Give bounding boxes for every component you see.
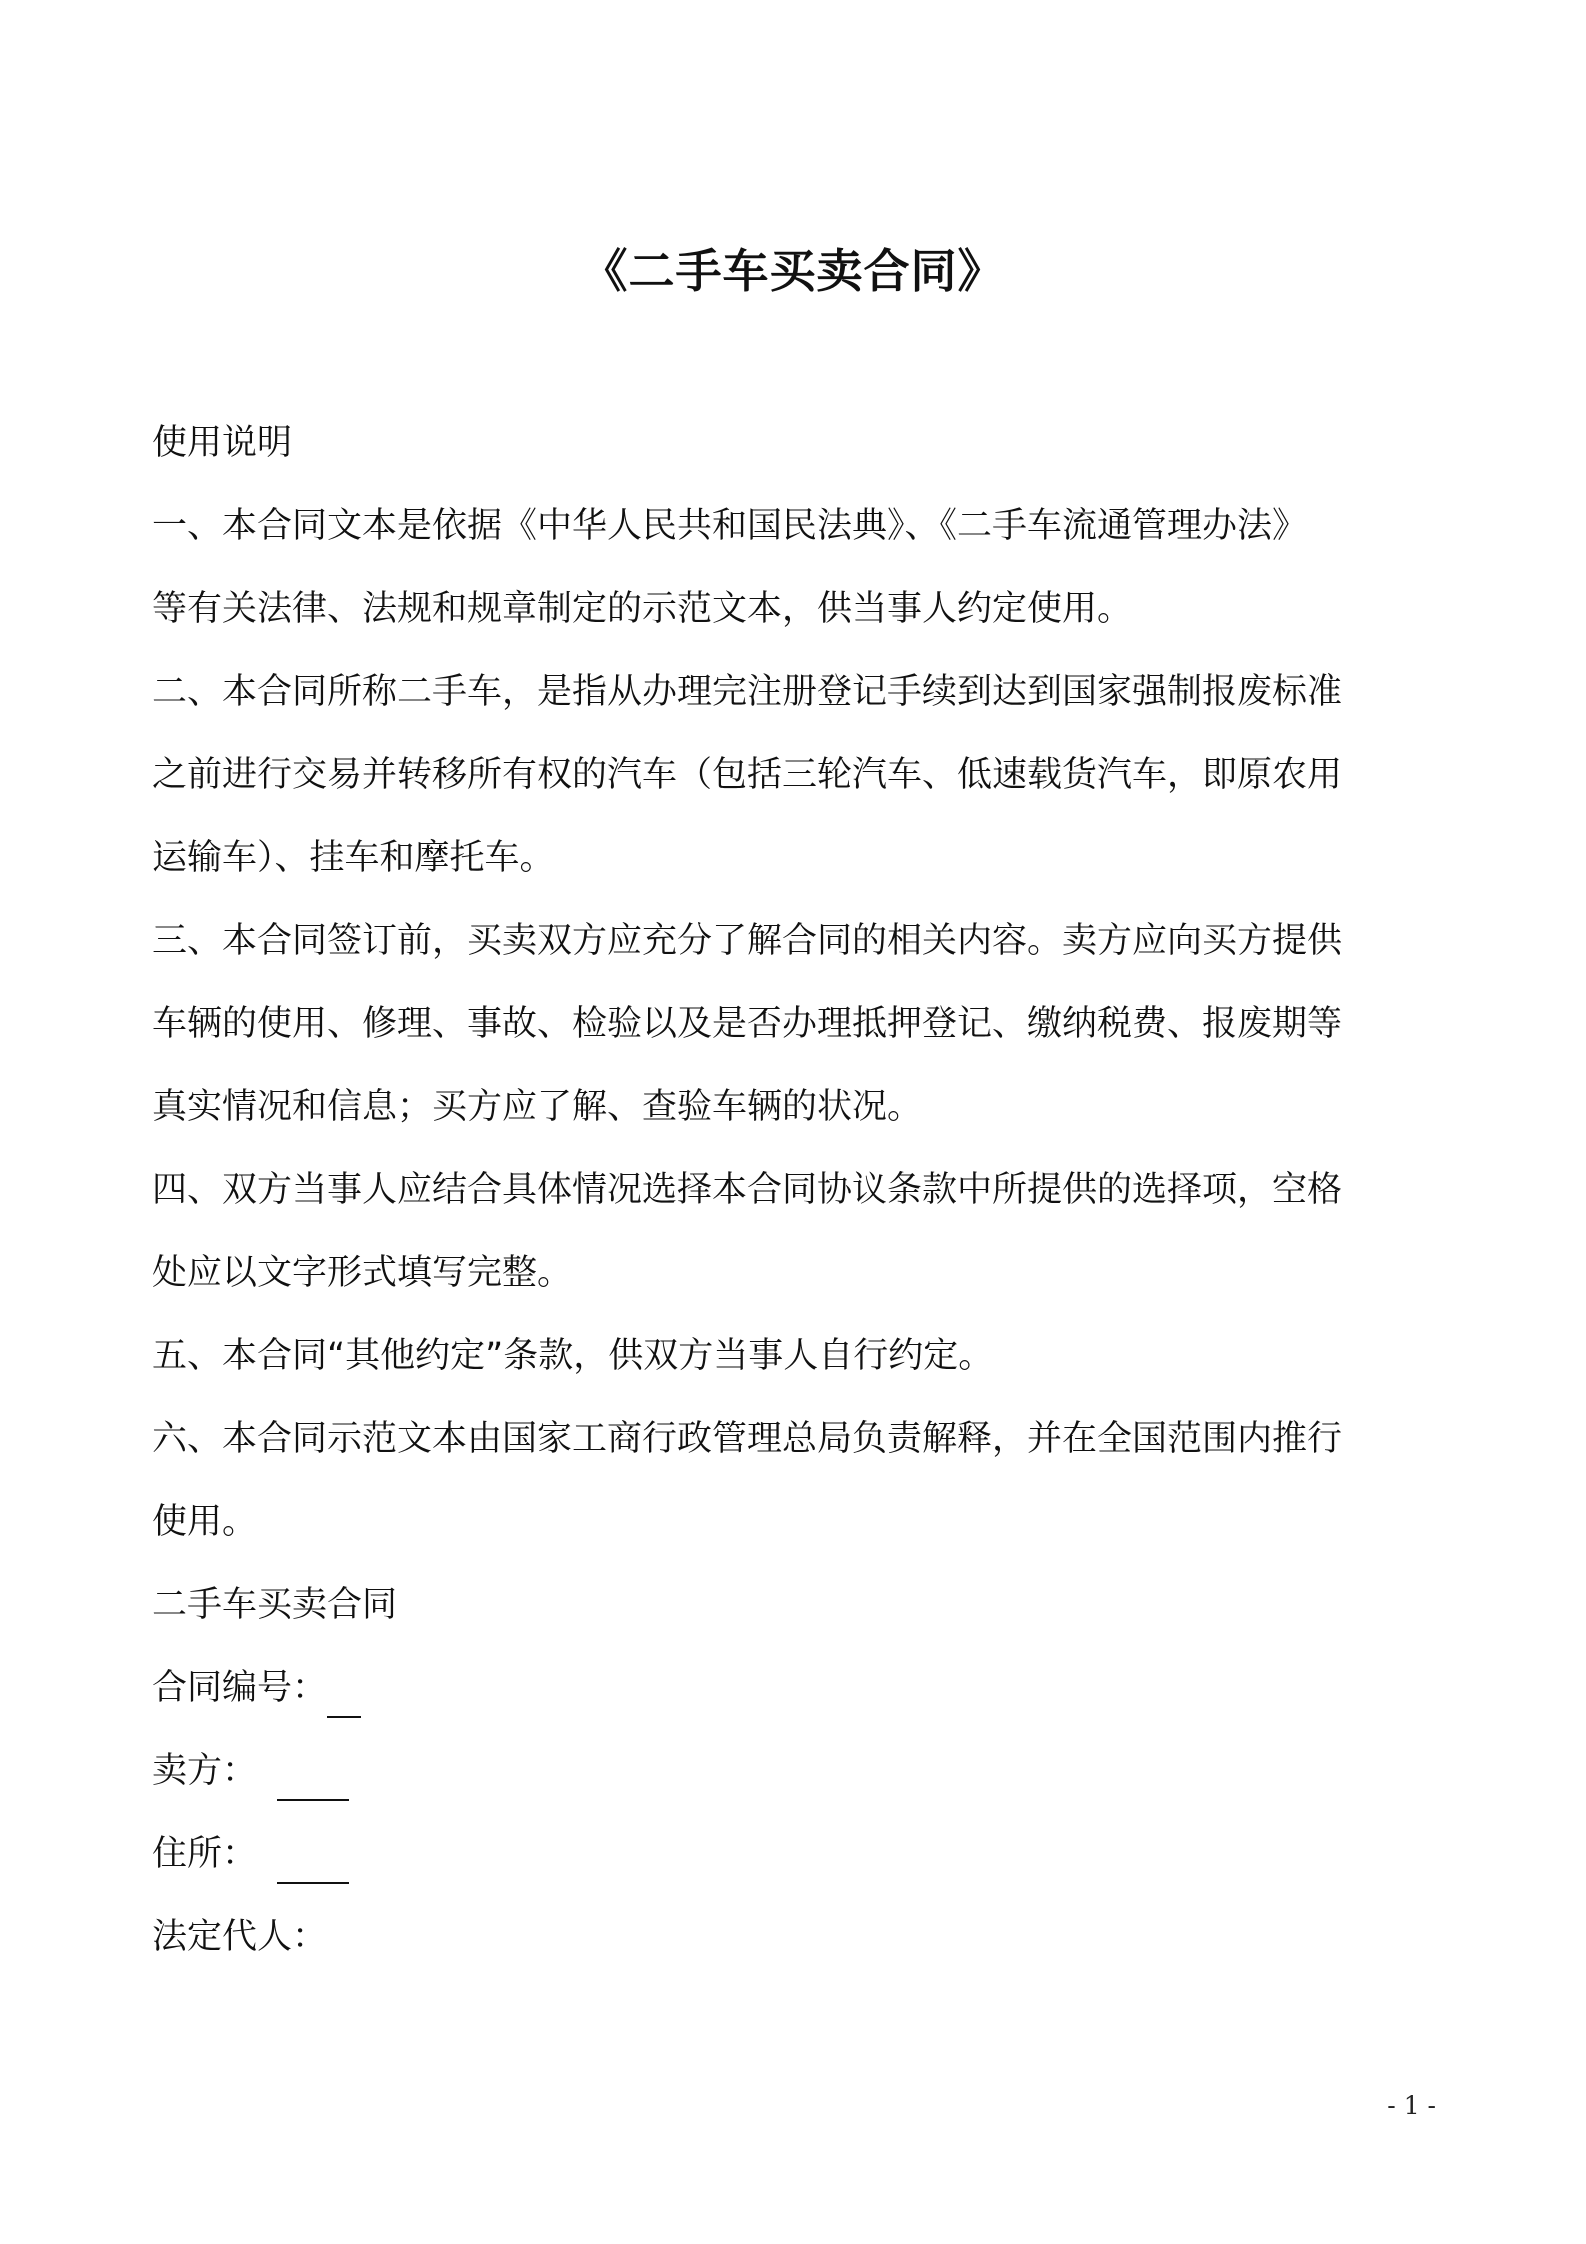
contract-number-blank-line — [327, 1684, 361, 1718]
instruction-line-2: 等有关法律、法规和规章制定的示范文本，供当事人约定使用。 — [152, 589, 1133, 629]
page-number: - 1 - — [1387, 2091, 1436, 2120]
instruction-line-5: 运输车）、挂车和摩托车。 — [152, 838, 555, 878]
contract-heading: 二手车买卖合同 — [152, 1585, 398, 1625]
seller-blank-line — [277, 1767, 349, 1801]
instruction-line-8: 真实情况和信息；买方应了解、查验车辆的状况。 — [152, 1087, 923, 1127]
instruction-line-4: 之前进行交易并转移所有权的汽车（包括三轮汽车、低速载货汽车，即原农用 — [152, 755, 1343, 795]
instruction-line-13: 使用。 — [152, 1502, 258, 1542]
address-field — [152, 1813, 1442, 1896]
legal-representative-field — [152, 1896, 1442, 1979]
seller-label: 卖方： — [152, 1751, 258, 1791]
instruction-line-12: 六、本合同示范文本由国家工商行政管理总局负责解释，并在全国范围内推行 — [152, 1419, 1343, 1459]
instruction-line-9: 四、双方当事人应结合具体情况选择本合同协议条款中所提供的选择项，空格 — [152, 1170, 1343, 1210]
document-body — [152, 402, 1442, 1979]
instruction-line-11: 五、本合同“其他约定”条款，供双方当事人自行约定。 — [152, 1336, 994, 1376]
instruction-line-6: 三、本合同签订前，买卖双方应充分了解合同的相关内容。卖方应向买方提供 — [152, 921, 1343, 961]
legal-representative-label: 法定代人： — [152, 1917, 328, 1957]
contract-number-label: 合同编号： — [152, 1668, 328, 1708]
instruction-line-7: 车辆的使用、修理、事故、检验以及是否办理抵押登记、缴纳税费、报废期等 — [152, 1004, 1343, 1044]
address-blank-line — [277, 1850, 349, 1884]
document-title: 《二手车买卖合同》 — [581, 243, 1005, 298]
contract-number-field — [152, 1647, 1442, 1730]
instruction-line-10: 处应以文字形式填写完整。 — [152, 1253, 573, 1293]
instructions-heading: 使用说明 — [152, 423, 293, 463]
address-label: 住所： — [152, 1834, 258, 1874]
seller-field — [152, 1730, 1442, 1813]
instruction-line-3: 二、本合同所称二手车，是指从办理完注册登记手续到达到国家强制报废标准 — [152, 672, 1343, 712]
instruction-line-1: 一、本合同文本是依据《中华人民共和国民法典》、《二手车流通管理办法》 — [152, 506, 1308, 546]
